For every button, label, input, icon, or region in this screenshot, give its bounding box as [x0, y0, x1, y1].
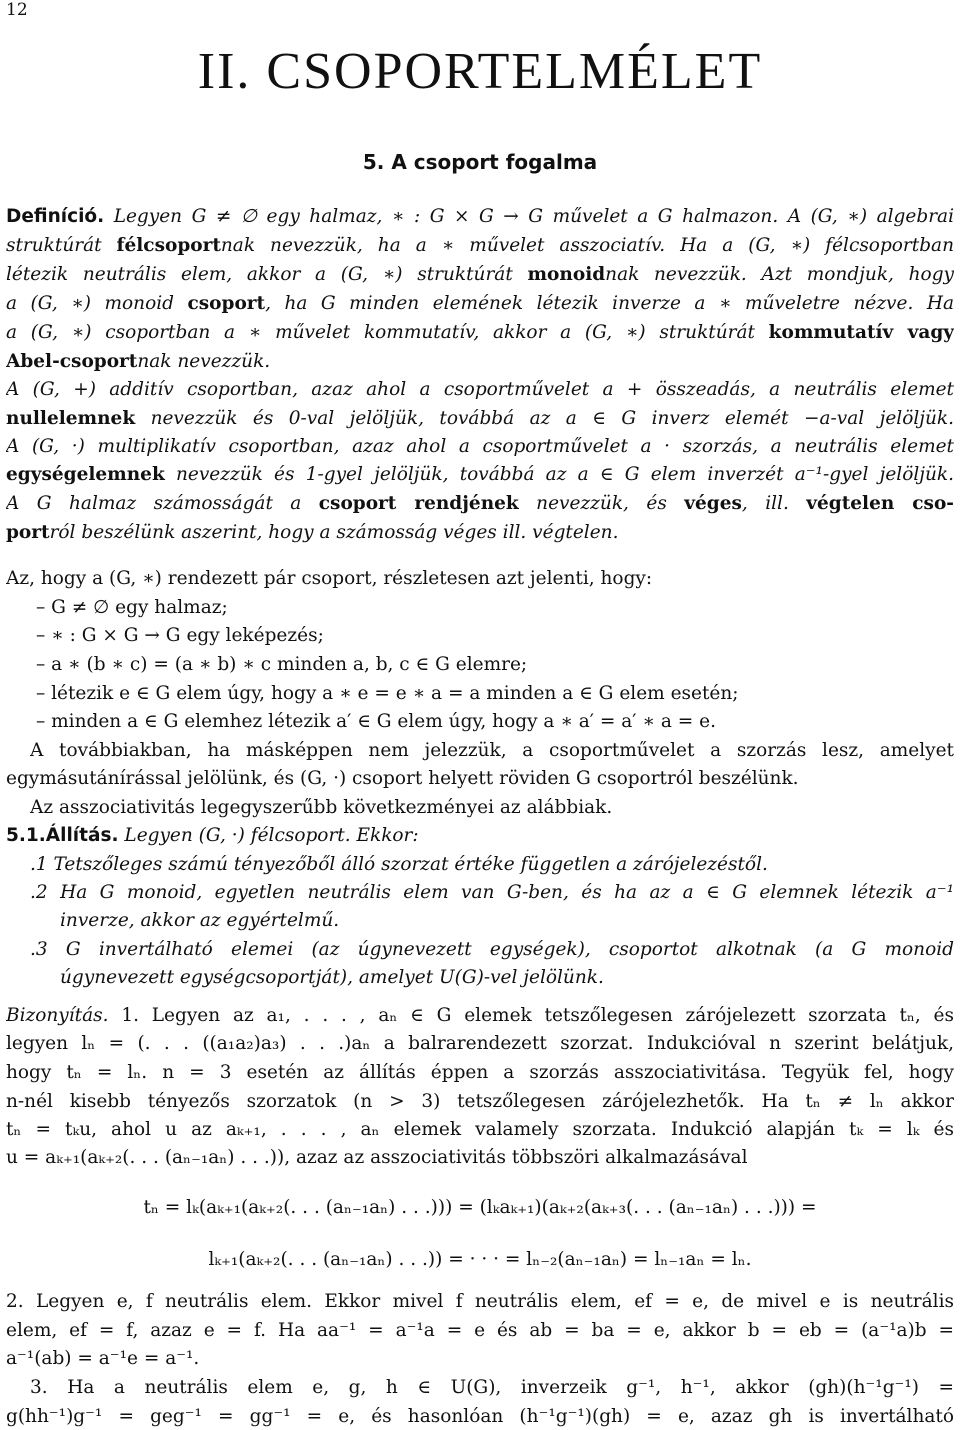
- text: a (G, ∗) csoportban a ∗ művelet kommutatív, akkor a (G, ∗) struktúrát: [6, 322, 769, 343]
- proof-line: a⁻¹(ab) = a⁻¹e = a⁻¹.: [6, 1348, 200, 1369]
- text: 1. Legyen az a₁, . . . , aₙ ∈ G elemek tetszőlegesen zárójelezett szorzata tₙ, és: [121, 1005, 954, 1026]
- definition-text: Legyen G ≠ ∅ egy halmaz, ∗ : G × G → G művelet a G halmazon. A (G, ∗) algebrai: [113, 206, 954, 227]
- text: nak nevezzük.: [137, 351, 271, 372]
- text: struktúrát: [6, 235, 117, 256]
- term-port: port: [6, 522, 50, 543]
- text: nevezzük és 1-gyel jelöljük, továbbá az a ∈ G elem inverzét a⁻¹-gyel jelöljük.: [164, 464, 954, 485]
- claim-line: [6, 822, 954, 849]
- text: nevezzük, és: [518, 493, 685, 514]
- proof-line: elem, ef = f, azaz e = f. Ha aa⁻¹ = a⁻¹a = e és ab = ba = e, akkor b = eb = (a⁻¹a)b =: [6, 1320, 954, 1341]
- term-abel-csoport: Abel-csoport: [6, 351, 138, 372]
- claim-item: inverze, akkor az egyértelmű.: [60, 910, 340, 931]
- text: nevezzük és 0-val jelöljük, továbbá az a ∈ G inverz elemét −a-val jelöljük.: [135, 408, 954, 429]
- page-number: 12: [6, 0, 28, 20]
- text: nak nevezzük, ha a ∗ művelet asszociatív. Ha a (G, ∗) félcsoportban: [220, 235, 954, 256]
- term-felcsoport: félcsoport: [116, 235, 221, 256]
- term-monoid: monoid: [527, 264, 606, 285]
- proof-line: n-nél kisebb tényezős szorzatok (n > 3) tetszőlegesen zárójelezhetők. Ha tₙ ≠ lₙ akkor: [6, 1091, 954, 1112]
- definition-line: [6, 519, 954, 546]
- display-equation: tₙ = lₖ(aₖ₊₁(aₖ₊₂(. . . (aₙ₋₁aₙ) . . .))) = (lₖaₖ₊₁)(aₖ₊₂(aₖ₊₃(. . . (aₙ₋₁aₙ) . . .))) =: [143, 1197, 817, 1218]
- term-veges: véges: [684, 493, 742, 514]
- term-nullelem: nullelemnek: [6, 408, 136, 429]
- term-vegtelen: végtelen cso-: [806, 493, 954, 514]
- paragraph-line: Az asszociativitás legegyszerűbb következményei az alábbiak.: [30, 797, 613, 818]
- detail-intro: Az, hogy a (G, ∗) rendezett pár csoport, részletesen azt jelenti, hogy:: [6, 568, 653, 589]
- proof-line: 3. Ha a neutrális elem e, g, h ∈ U(G), inverzeik g⁻¹, h⁻¹, akkor (gh)(h⁻¹g⁻¹) =: [30, 1377, 954, 1398]
- definition-line: [6, 261, 954, 288]
- claim-intro: Legyen (G, ·) félcsoport. Ekkor:: [124, 825, 419, 846]
- list-item: – ∗ : G × G → G egy leképezés;: [36, 625, 324, 646]
- text: A G halmaz számosságát a: [6, 493, 319, 514]
- proof-line: legyen lₙ = (. . . ((a₁a₂)a₃) . . .)aₙ a balrarendezett szorzat. Indukcióval n szerint belátjuk,: [6, 1033, 954, 1054]
- definition-line: [6, 405, 954, 432]
- section-title: 5. A csoport fogalma: [362, 150, 598, 174]
- list-item: – G ≠ ∅ egy halmaz;: [36, 597, 228, 618]
- list-item: – a ∗ (b ∗ c) = (a ∗ b) ∗ c minden a, b, c ∈ G elemre;: [36, 654, 528, 675]
- definition-line: [6, 232, 954, 259]
- text: nak nevezzük. Azt mondjuk, hogy: [605, 264, 954, 285]
- definition-line: [6, 461, 954, 488]
- text: , ill.: [741, 493, 807, 514]
- definition-line: [6, 490, 954, 517]
- proof-line: g(hh⁻¹)g⁻¹ = geg⁻¹ = gg⁻¹ = e, és hasonlóan (h⁻¹g⁻¹)(gh) = e, azaz gh is invertálható: [6, 1406, 954, 1427]
- display-equation: lₖ₊₁(aₖ₊₂(. . . (aₙ₋₁aₙ) . . .)) = · · · = lₙ₋₂(aₙ₋₁aₙ) = lₙ₋₁aₙ = lₙ.: [208, 1249, 752, 1270]
- claim-label: 5.1.Állítás.: [6, 825, 119, 846]
- text: létezik neutrális elem, akkor a (G, ∗) struktúrát: [6, 264, 528, 285]
- paragraph-line: egymásutánírással jelölünk, és (G, ·) csoport helyett röviden G csoportról beszélünk.: [6, 768, 799, 789]
- proof-label: Bizonyítás.: [6, 1005, 109, 1026]
- claim-item: .2 Ha G monoid, egyetlen neutrális elem van G-ben, és ha az a ∈ G elemnek létezik a⁻¹: [30, 882, 954, 903]
- definition-line: [6, 203, 954, 230]
- proof-line: tₙ = tₖu, ahol u az aₖ₊₁, . . . , aₙ elemek valamely szorzata. Indukció alapján tₖ = lₖ és: [6, 1119, 954, 1140]
- term-rend: csoport rendjének: [318, 493, 519, 514]
- chapter-title: II. CSOPORTELMÉLET: [197, 43, 763, 100]
- text: , ha G minden elemének létezik inverze a ∗ műveletre nézve. Ha: [265, 293, 954, 314]
- paragraph-line: A továbbiakban, ha másképpen nem jelezzük, a csoportművelet a szorzás lesz, amelyet: [30, 740, 954, 761]
- proof-line: hogy tₙ = lₙ. n = 3 esetén az állítás éppen a szorzás asszociativitása. Tegyük fel, hogy: [6, 1062, 954, 1083]
- text: a (G, ∗) monoid: [6, 293, 188, 314]
- text: ról beszélünk aszerint, hogy a számosság véges ill. végtelen.: [49, 522, 619, 543]
- proof-line: 2. Legyen e, f neutrális elem. Ekkor mivel f neutrális elem, ef = e, de mivel e is neutrális: [6, 1291, 954, 1312]
- definition-line: A (G, ·) multiplikatív csoportban, azaz ahol a csoportművelet a · szorzás, a neutrális elemet: [6, 436, 954, 457]
- term-kommutativ: kommutatív vagy: [768, 322, 954, 343]
- term-egysegelem: egységelemnek: [6, 464, 165, 485]
- definition-line: [6, 290, 954, 317]
- proof-line: [6, 1002, 954, 1029]
- list-item: – minden a ∈ G elemhez létezik a′ ∈ G elem úgy, hogy a ∗ a′ = a′ ∗ a = e.: [36, 711, 716, 732]
- term-csoport: csoport: [187, 293, 266, 314]
- claim-item: .1 Tetszőleges számú tényezőből álló szorzat értéke független a zárójelezéstől.: [30, 854, 768, 875]
- claim-item: úgynevezett egységcsoportját), amelyet U(G)-vel jelölünk.: [60, 967, 604, 988]
- definition-line: A (G, +) additív csoportban, azaz ahol a csoportművelet a + összeadás, a neutrális elemet: [6, 379, 954, 400]
- definition-line: [6, 319, 954, 346]
- proof-line: u = aₖ₊₁(aₖ₊₂(. . . (aₙ₋₁aₙ) . . .)), azaz az asszociativitás többszöri alkalmazásával: [6, 1147, 748, 1168]
- claim-item: .3 G invertálható elemei (az úgynevezett egységek), csoportot alkotnak (a G monoid: [30, 939, 954, 960]
- definition-label: Definíció.: [6, 206, 105, 227]
- definition-line: [6, 348, 954, 375]
- list-item: – létezik e ∈ G elem úgy, hogy a ∗ e = e ∗ a = a minden a ∈ G elem esetén;: [36, 683, 739, 704]
